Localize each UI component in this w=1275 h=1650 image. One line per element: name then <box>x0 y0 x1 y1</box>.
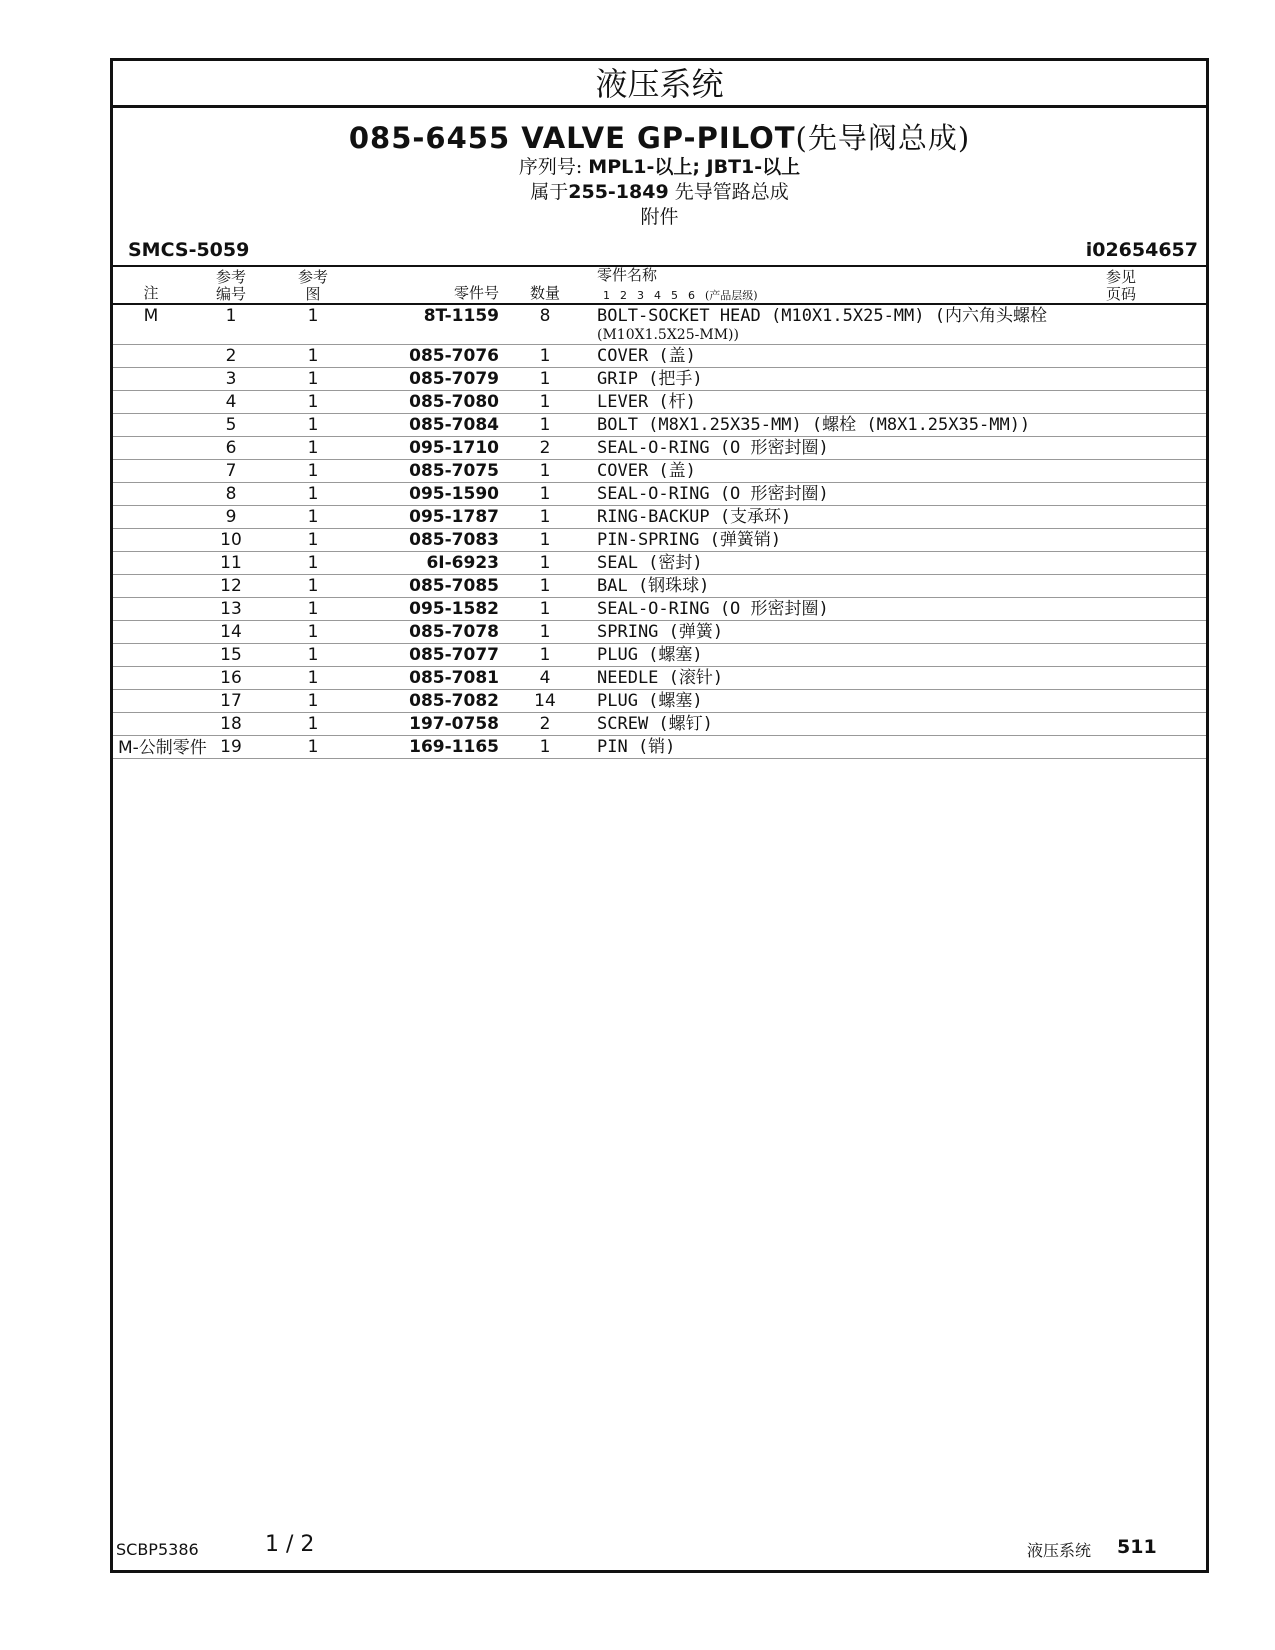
footer-page-number: 511 <box>1117 1536 1157 1558</box>
header-part: 零件号 <box>453 284 499 302</box>
table-row: 12 1 085-7085 1 BAL (钢珠球) <box>113 575 1206 598</box>
parts-table <box>113 305 1206 759</box>
header-fig: 参考 图 <box>297 268 328 303</box>
header-note: 注 <box>143 284 159 302</box>
table-row: 9 1 095-1787 1 RING-BACKUP (支承环) <box>113 506 1206 529</box>
footer-doc-number: SCBP5386 <box>116 1540 199 1559</box>
header-qty: 数量 <box>529 284 560 302</box>
table-header <box>113 267 1206 305</box>
table-row: 14 1 085-7078 1 SPRING (弹簧) <box>113 621 1206 644</box>
part-name: BOLT-SOCKET HEAD (M10X1.5X25-MM) (内六角头螺栓 (M10X1.5X25-MM)) <box>597 306 1047 343</box>
belongs-prefix: 属于 <box>530 181 569 203</box>
page-frame <box>110 58 1209 1573</box>
section-title: 液压系统 <box>113 61 1206 108</box>
table-row: 8 1 095-1590 1 SEAL-O-RING (O 形密封圈) <box>113 483 1206 506</box>
header-ref: 参考 编号 <box>215 268 246 303</box>
table-row: 17 1 085-7082 14 PLUG (螺塞) <box>113 690 1206 713</box>
table-row: 6 1 095-1710 2 SEAL-O-RING (O 形密封圈) <box>113 437 1206 460</box>
table-row: 4 1 085-7080 1 LEVER (杆) <box>113 391 1206 414</box>
footer-section: 液压系统 <box>1027 1541 1092 1560</box>
serial-line <box>113 155 1206 180</box>
table-row: 19 1 169-1165 1 PIN (销) <box>113 736 1206 759</box>
table-row: M 1 1 8T-1159 8 BOLT-SOCKET HEAD (M10X1.5X25-MM) (内六角头螺栓 (M10X1.5X25-MM)) <box>113 305 1206 345</box>
assembly-name: VALVE GP-PILOT <box>521 121 796 155</box>
table-row: 5 1 085-7084 1 BOLT (M8X1.25X35-MM) (螺栓 (M8X1.25X35-MM)) <box>113 414 1206 437</box>
table-row: 16 1 085-7081 4 NEEDLE (滚针) <box>113 667 1206 690</box>
table-row: 11 1 6I-6923 1 SEAL (密封) <box>113 552 1206 575</box>
assembly-title <box>113 121 1206 155</box>
table-row: 15 1 085-7077 1 PLUG (螺塞) <box>113 644 1206 667</box>
table-row: 10 1 085-7083 1 PIN-SPRING (弹簧销) <box>113 529 1206 552</box>
assembly-code: 085-6455 <box>348 121 511 155</box>
belongs-suffix: 先导管路总成 <box>674 181 789 203</box>
illustration-id: i02654657 <box>1085 239 1198 261</box>
table-row: 7 1 085-7075 1 COVER (盖) <box>113 460 1206 483</box>
assembly-header <box>113 121 1206 230</box>
table-row: 2 1 085-7076 1 COVER (盖) <box>113 345 1206 368</box>
metric-footnote: M-公制零件 <box>118 738 207 758</box>
attach-line: 附件 <box>640 206 679 228</box>
assembly-name-cn: (先导阀总成) <box>795 121 971 155</box>
serial-label: 序列号: <box>518 156 583 178</box>
header-page: 参见 页码 <box>1105 268 1136 303</box>
smcs-code: SMCS-5059 <box>128 239 250 261</box>
table-row: 3 1 085-7079 1 GRIP (把手) <box>113 368 1206 391</box>
header-levels: 1 2 3 4 5 6 (产品层级) <box>603 289 758 302</box>
footer-page-indicator: 1 / 2 <box>265 1532 315 1557</box>
table-row: 13 1 095-1582 1 SEAL-O-RING (O 形密封圈) <box>113 598 1206 621</box>
belongs-number: 255-1849 <box>568 181 669 203</box>
belongs-line <box>113 180 1206 205</box>
table-row: 18 1 197-0758 2 SCREW (螺钉) <box>113 713 1206 736</box>
header-name: 零件名称 <box>597 266 658 284</box>
serial-value: MPL1-以上; JBT1-以上 <box>588 156 801 178</box>
